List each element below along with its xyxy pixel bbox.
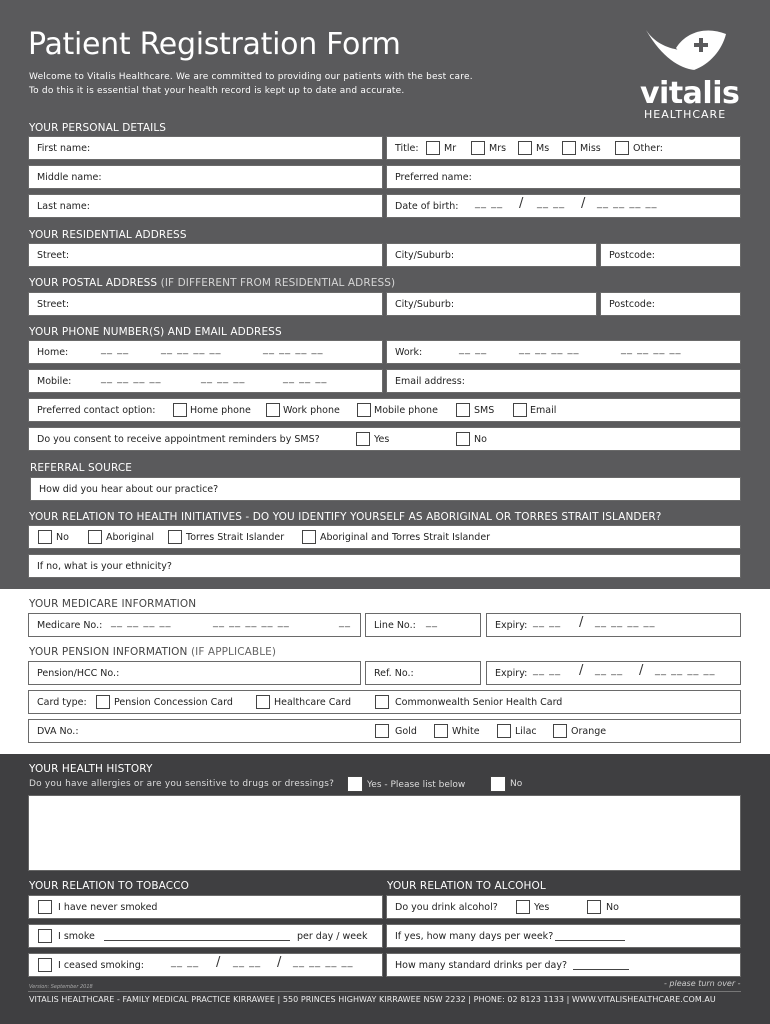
sms-consent-row bbox=[28, 427, 741, 451]
torres-strait-checkbox[interactable] bbox=[168, 530, 182, 544]
title-label: Title: bbox=[395, 143, 419, 154]
dva-row bbox=[28, 719, 741, 743]
preferred-contact-row bbox=[28, 398, 741, 422]
intro-line-1: Welcome to Vitalis Healthcare. We are committed to providing our patients with the best care. bbox=[29, 72, 473, 82]
page-title: Patient Registration Form bbox=[28, 27, 401, 62]
sms-consent-question: Do you consent to receive appointment reminders by SMS? bbox=[37, 434, 320, 445]
residential-heading: YOUR RESIDENTIAL ADDRESS bbox=[29, 229, 187, 241]
preferred-contact-label: Preferred contact option: bbox=[37, 405, 156, 416]
footer-contact-line: VITALIS HEALTHCARE - FAMILY MEDICAL PRACTICE KIRRAWEE | 550 PRINCES HIGHWAY KIRRAWEE NSW 2232 | PHONE: 02 8123 1133 | WWW.VITALISHEALTHCARE.COM.AU bbox=[29, 995, 716, 1004]
medicare-blank: __ __ __ __ bbox=[111, 617, 172, 628]
never-smoked-checkbox[interactable] bbox=[38, 900, 52, 914]
residential-postcode-field[interactable] bbox=[600, 243, 741, 267]
line-blank: __ bbox=[426, 617, 438, 628]
turn-over-text: - please turn over - bbox=[664, 979, 741, 988]
aboriginal-options-row bbox=[28, 525, 741, 549]
sms-checkbox[interactable] bbox=[456, 403, 470, 417]
consent-no-checkbox[interactable] bbox=[456, 432, 470, 446]
card-type-row bbox=[28, 690, 741, 714]
aboriginal-and-torres-label: Aboriginal and Torres Strait Islander bbox=[320, 532, 491, 543]
expiry-blank: __ __ bbox=[595, 665, 624, 676]
title-mrs-checkbox[interactable] bbox=[471, 141, 485, 155]
drinks-per-day-row bbox=[386, 953, 741, 977]
title-ms-checkbox[interactable] bbox=[518, 141, 532, 155]
gold-label: Gold bbox=[395, 726, 417, 737]
mobile-phone-checkbox[interactable] bbox=[357, 403, 371, 417]
contact-heading: YOUR PHONE NUMBER(S) AND EMAIL ADDRESS bbox=[29, 326, 282, 338]
smoke-checkbox[interactable] bbox=[38, 929, 52, 943]
alcohol-yes-label: Yes bbox=[534, 902, 550, 913]
preferred-name-label: Preferred name: bbox=[395, 172, 472, 183]
preferred-name-field[interactable] bbox=[386, 165, 741, 189]
title-miss-checkbox[interactable] bbox=[562, 141, 576, 155]
date-slash: / bbox=[277, 955, 282, 970]
first-name-label: First name: bbox=[37, 143, 91, 154]
gold-checkbox[interactable] bbox=[375, 724, 389, 738]
mobile-phone-option: Mobile phone bbox=[374, 405, 438, 416]
consent-no-label: No bbox=[474, 434, 487, 445]
expiry-slash: / bbox=[639, 663, 644, 678]
smoke-label: I smoke bbox=[58, 931, 95, 942]
allergy-list-textarea[interactable] bbox=[28, 795, 741, 871]
consent-yes-checkbox[interactable] bbox=[356, 432, 370, 446]
allergy-yes-checkbox[interactable] bbox=[347, 776, 363, 792]
expiry-label: Expiry: bbox=[495, 620, 528, 631]
days-per-week-question: If yes, how many days per week? bbox=[395, 931, 554, 942]
date-slash: / bbox=[216, 955, 221, 970]
pension-number-field[interactable] bbox=[28, 661, 361, 685]
street-label: Street: bbox=[37, 299, 70, 310]
home-phone-option: Home phone bbox=[190, 405, 251, 416]
pension-no-label: Pension/HCC No.: bbox=[37, 668, 120, 679]
dob-year-blank: __ __ __ __ bbox=[597, 198, 658, 209]
dob-day-blank: __ __ bbox=[475, 198, 504, 209]
personal-details-heading: YOUR PERSONAL DETAILS bbox=[29, 122, 167, 134]
last-name-label: Last name: bbox=[37, 201, 90, 212]
postal-street-field[interactable] bbox=[28, 292, 383, 316]
medicare-number-field[interactable] bbox=[28, 613, 361, 637]
orange-checkbox[interactable] bbox=[553, 724, 567, 738]
senior-health-card-checkbox[interactable] bbox=[375, 695, 389, 709]
sms-option: SMS bbox=[474, 405, 495, 416]
pension-concession-checkbox[interactable] bbox=[96, 695, 110, 709]
line-number-field[interactable] bbox=[365, 613, 481, 637]
smoke-amount-line[interactable] bbox=[104, 940, 290, 941]
expiry-blank: __ __ bbox=[533, 617, 562, 628]
days-per-week-line[interactable] bbox=[555, 940, 625, 941]
work-label: Work: bbox=[395, 347, 423, 358]
title-mrs-label: Mrs bbox=[489, 143, 507, 154]
phone-blank: __ __ __ __ bbox=[519, 344, 580, 355]
ceased-smoking-checkbox[interactable] bbox=[38, 958, 52, 972]
title-mr-label: Mr bbox=[444, 143, 457, 154]
phone-blank: __ __ bbox=[459, 344, 488, 355]
work-phone-option: Work phone bbox=[283, 405, 340, 416]
pension-concession-label: Pension Concession Card bbox=[114, 697, 233, 708]
mobile-label: Mobile: bbox=[37, 376, 72, 387]
drinks-per-day-line[interactable] bbox=[573, 969, 629, 970]
postal-heading-note: (IF DIFFERENT FROM RESIDENTIAL ADRESS) bbox=[160, 277, 396, 289]
email-field[interactable] bbox=[386, 369, 741, 393]
expiry-blank: __ __ __ __ bbox=[655, 665, 716, 676]
postal-heading-text: YOUR POSTAL ADDRESS bbox=[29, 277, 158, 289]
alcohol-no-checkbox[interactable] bbox=[587, 900, 601, 914]
postal-heading bbox=[29, 277, 395, 289]
ref-number-field[interactable] bbox=[365, 661, 481, 685]
alcohol-no-label: No bbox=[606, 902, 619, 913]
medicare-blank: __ __ __ __ __ bbox=[213, 617, 290, 628]
postal-city-field[interactable] bbox=[386, 292, 597, 316]
city-label: City/Suburb: bbox=[395, 250, 455, 261]
healthcare-card-label: Healthcare Card bbox=[274, 697, 352, 708]
postcode-label: Postcode: bbox=[609, 299, 655, 310]
medicare-heading: YOUR MEDICARE INFORMATION bbox=[29, 598, 197, 610]
dob-slash: / bbox=[519, 196, 524, 211]
never-smoked-row bbox=[28, 895, 383, 919]
drink-alcohol-question: Do you drink alcohol? bbox=[395, 902, 498, 913]
medicare-expiry-field[interactable] bbox=[486, 613, 741, 637]
phone-blank: __ __ __ __ bbox=[621, 344, 682, 355]
torres-strait-label: Torres Strait Islander bbox=[186, 532, 285, 543]
phone-blank: __ __ bbox=[101, 344, 130, 355]
email-label: Email address: bbox=[395, 376, 465, 387]
per-day-label: per day / week bbox=[297, 931, 368, 942]
work-phone-field[interactable] bbox=[386, 340, 741, 364]
expiry-slash: / bbox=[579, 615, 584, 630]
expiry-label: Expiry: bbox=[495, 668, 528, 679]
health-history-heading: YOUR HEALTH HISTORY bbox=[29, 763, 153, 775]
never-smoked-label: I have never smoked bbox=[58, 902, 158, 913]
email-option: Email bbox=[530, 405, 557, 416]
medicare-no-label: Medicare No.: bbox=[37, 620, 103, 631]
pension-heading-note: (IF APPLICABLE) bbox=[190, 646, 277, 658]
dob-label: Date of birth: bbox=[395, 201, 459, 212]
lilac-label: Lilac bbox=[515, 726, 537, 737]
dva-label: DVA No.: bbox=[37, 726, 79, 737]
phone-blank: __ __ __ __ bbox=[161, 344, 222, 355]
city-label: City/Suburb: bbox=[395, 299, 455, 310]
phone-blank: __ __ __ bbox=[283, 373, 328, 384]
card-type-label: Card type: bbox=[37, 697, 87, 708]
phone-blank: __ __ __ bbox=[201, 373, 246, 384]
date-of-birth-field[interactable] bbox=[386, 194, 741, 218]
ceased-date-blank: __ __ bbox=[233, 957, 262, 968]
orange-label: Orange bbox=[571, 726, 607, 737]
consent-yes-label: Yes bbox=[374, 434, 390, 445]
title-ms-label: Ms bbox=[536, 143, 550, 154]
healthcare-card-checkbox[interactable] bbox=[256, 695, 270, 709]
referral-field[interactable] bbox=[30, 477, 741, 501]
smoke-row bbox=[28, 924, 383, 948]
residential-street-field[interactable] bbox=[28, 243, 383, 267]
alcohol-yes-checkbox[interactable] bbox=[516, 900, 530, 914]
senior-health-card-label: Commonwealth Senior Health Card bbox=[395, 697, 563, 708]
no-checkbox[interactable] bbox=[38, 530, 52, 544]
ethnicity-label: If no, what is your ethnicity? bbox=[37, 561, 172, 572]
allergy-question: Do you have allergies or are you sensitive to drugs or dressings? bbox=[29, 779, 335, 789]
pension-expiry-field[interactable] bbox=[486, 661, 741, 685]
footer-divider bbox=[28, 991, 741, 992]
referral-question: How did you hear about our practice? bbox=[39, 484, 219, 495]
medicare-blank: __ bbox=[339, 617, 351, 628]
line-no-label: Line No.: bbox=[374, 620, 416, 631]
tobacco-heading: YOUR RELATION TO TOBACCO bbox=[29, 880, 190, 892]
aboriginal-label: Aboriginal bbox=[106, 532, 155, 543]
aboriginal-and-torres-checkbox[interactable] bbox=[302, 530, 316, 544]
ceased-smoking-row bbox=[28, 953, 383, 977]
ceased-date-blank: __ __ __ __ bbox=[293, 957, 354, 968]
allergy-no-checkbox[interactable] bbox=[490, 776, 506, 792]
postal-postcode-field[interactable] bbox=[600, 292, 741, 316]
home-phone-checkbox[interactable] bbox=[173, 403, 187, 417]
middle-name-label: Middle name: bbox=[37, 172, 102, 183]
drink-alcohol-row bbox=[386, 895, 741, 919]
home-phone-field[interactable] bbox=[28, 340, 383, 364]
version-text: Version: September 2018 bbox=[29, 984, 93, 990]
pension-heading bbox=[29, 646, 276, 658]
lilac-checkbox[interactable] bbox=[497, 724, 511, 738]
dob-month-blank: __ __ bbox=[537, 198, 566, 209]
title-mr-checkbox[interactable] bbox=[426, 141, 440, 155]
ref-no-label: Ref. No.: bbox=[374, 668, 414, 679]
brand-subtitle: HEALTHCARE bbox=[644, 108, 727, 121]
expiry-blank: __ __ bbox=[533, 665, 562, 676]
phone-blank: __ __ __ __ bbox=[263, 344, 324, 355]
street-label: Street: bbox=[37, 250, 70, 261]
health-initiatives-heading: YOUR RELATION TO HEALTH INITIATIVES - DO YOU IDENTIFY YOURSELF AS ABORIGINAL OR TORRES STRAIT ISLANDER? bbox=[29, 511, 662, 523]
aboriginal-checkbox[interactable] bbox=[88, 530, 102, 544]
first-name-field[interactable] bbox=[28, 136, 383, 160]
brand-name: vitalis bbox=[640, 76, 740, 111]
title-other-checkbox[interactable] bbox=[615, 141, 629, 155]
title-field bbox=[386, 136, 741, 160]
alcohol-heading: YOUR RELATION TO ALCOHOL bbox=[387, 880, 546, 892]
white-checkbox[interactable] bbox=[434, 724, 448, 738]
home-label: Home: bbox=[37, 347, 69, 358]
drinks-per-day-question: How many standard drinks per day? bbox=[395, 960, 568, 971]
work-phone-checkbox[interactable] bbox=[266, 403, 280, 417]
white-label: White bbox=[452, 726, 480, 737]
expiry-slash: / bbox=[579, 663, 584, 678]
referral-heading: REFERRAL SOURCE bbox=[30, 462, 132, 474]
dob-slash: / bbox=[581, 196, 586, 211]
email-checkbox[interactable] bbox=[513, 403, 527, 417]
allergy-yes-label: Yes - Please list below bbox=[367, 780, 466, 790]
allergy-no-label: No bbox=[510, 779, 523, 789]
intro-line-2: To do this it is essential that your health record is kept up to date and accurate. bbox=[29, 86, 405, 96]
residential-city-field[interactable] bbox=[386, 243, 597, 267]
ethnicity-field[interactable] bbox=[28, 554, 741, 578]
no-label: No bbox=[56, 532, 69, 543]
vitalis-logo bbox=[640, 24, 740, 124]
pension-heading-text: YOUR PENSION INFORMATION bbox=[29, 646, 188, 658]
last-name-field[interactable] bbox=[28, 194, 383, 218]
middle-name-field[interactable] bbox=[28, 165, 383, 189]
ceased-smoking-label: I ceased smoking: bbox=[58, 960, 144, 971]
title-other-label: Other: bbox=[633, 143, 664, 154]
days-per-week-row bbox=[386, 924, 741, 948]
title-miss-label: Miss bbox=[580, 143, 601, 154]
mobile-field[interactable] bbox=[28, 369, 383, 393]
bird-cross-icon bbox=[640, 24, 740, 82]
ceased-date-blank: __ __ bbox=[171, 957, 200, 968]
expiry-blank: __ __ __ __ bbox=[595, 617, 656, 628]
postcode-label: Postcode: bbox=[609, 250, 655, 261]
phone-blank: __ __ __ __ bbox=[101, 373, 162, 384]
